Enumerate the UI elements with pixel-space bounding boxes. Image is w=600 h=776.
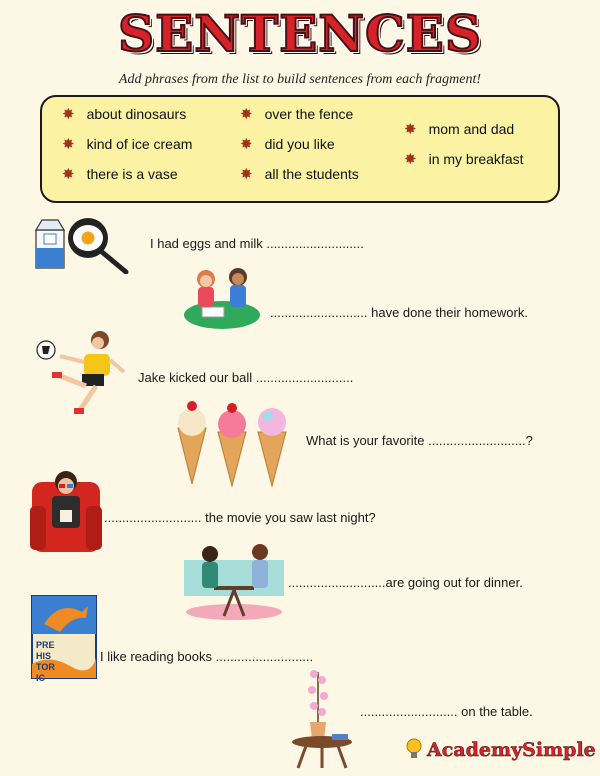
sentence-6: ...........................are going out for dinner. [288,575,523,590]
phrase-item: ✸ all the students [240,165,359,183]
star-icon: ✸ [240,105,253,123]
lightbulb-icon [405,738,423,760]
star-icon: ✸ [62,165,75,183]
sentence-8: ........................... on the table. [360,704,533,719]
star-icon: ✸ [62,105,75,123]
star-icon: ✸ [240,165,253,183]
phrase-item: ✸ kind of ice cream [62,135,193,153]
star-icon: ✸ [240,135,253,153]
star-icon: ✸ [62,135,75,153]
phrase-item: ✸ mom and dad [404,120,515,138]
sentence-2: ........................... have done their homework. [270,305,528,320]
phrase-item: ✸ over the fence [240,105,354,123]
page-title: SENTENCES [118,4,482,63]
sentence-5: ........................... the movie you saw last night? [104,510,376,525]
phrase-item: ✸ did you like [240,135,335,153]
book-cover-text: PRE HIS TOR IC [36,640,55,683]
phrase-item: ✸ in my breakfast [404,150,524,168]
couple-dinner-illustration [184,540,284,622]
phrase-item: ✸ there is a vase [62,165,178,183]
sentence-7: I like reading books ........................... [100,649,314,664]
milk-and-egg-illustration [30,212,130,274]
vase-on-table-illustration [288,664,360,770]
phrase-item: ✸ about dinosaurs [62,105,187,123]
star-icon: ✸ [404,150,417,168]
sentence-3: Jake kicked our ball ........................... [138,370,354,385]
brand-logo: AcademySimple [405,738,596,761]
ice-cream-cones-illustration [172,398,292,488]
students-studying-illustration [182,265,262,335]
sentence-4: What is your favorite ...........................? [306,433,533,448]
instructions: Add phrases from the list to build sentences from each fragment! [118,72,482,87]
sentence-1: I had eggs and milk ........................... [150,236,364,251]
moviegoer-illustration [30,462,102,558]
star-icon: ✸ [404,120,417,138]
boy-kicking-ball-illustration [30,328,130,416]
